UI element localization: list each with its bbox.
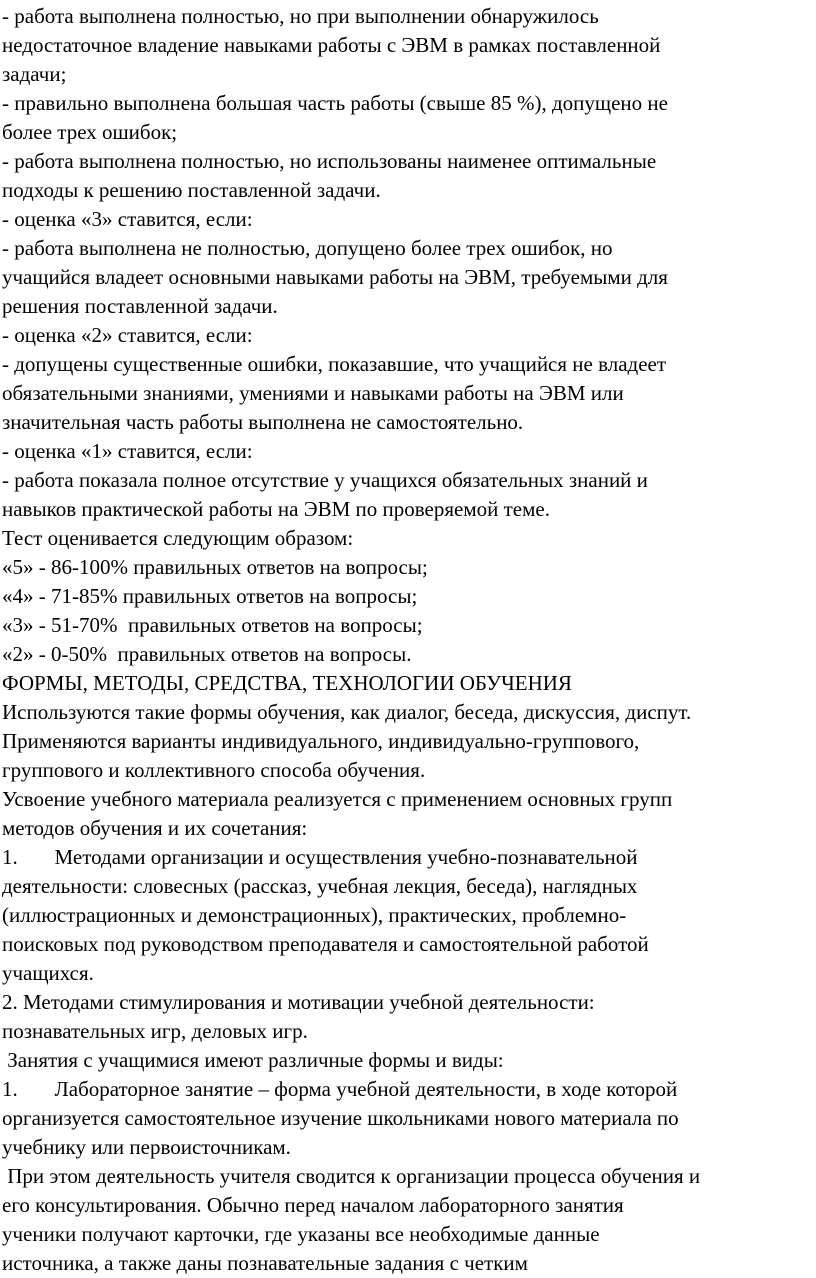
text-line: При этом деятельность учителя сводится к организации процесса обучения и [2, 1164, 701, 1188]
text-line: - оценка «3» ставится, если: [2, 207, 253, 231]
list-item-line: 2. Методами стимулирования и мотивации учебной деятельности: [2, 990, 595, 1014]
text-line: его консультирования. Обычно перед началом лабораторного занятия [2, 1193, 624, 1217]
text-line: методов обучения и их сочетания: [2, 816, 308, 840]
text-line: - оценка «2» ставится, если: [2, 323, 253, 347]
text-line: задачи; [2, 62, 67, 86]
list-item-line: 1. Лабораторное занятие – форма учебной деятельности, в ходе которой [2, 1077, 678, 1101]
text-line: Тест оценивается следующим образом: [2, 526, 354, 550]
text-line: - работа выполнена полностью, но при выполнении обнаружилось [2, 4, 599, 28]
text-line: организуется самостоятельное изучение школьниками нового материала по [2, 1106, 679, 1130]
text-line: - допущены существенные ошибки, показавшие, что учащийся не владеет [2, 352, 667, 376]
text-line: ученики получают карточки, где указаны все необходимые данные [2, 1222, 600, 1246]
grade-line: «3» - 51-70% правильных ответов на вопросы; [2, 613, 423, 637]
text-line: источника, а также даны познавательные задания с четким [2, 1251, 528, 1275]
text-line: - оценка «1» ставится, если: [2, 439, 253, 463]
text-line: поисковых под руководством преподавателя и самостоятельной работой [2, 932, 649, 956]
text-line: деятельности: словесных (рассказ, учебная лекция, беседа), наглядных [2, 874, 638, 898]
text-line: Используются такие формы обучения, как диалог, беседа, дискуссия, диспут. [2, 700, 692, 724]
text-line: учащихся. [2, 961, 94, 985]
text-line: Усвоение учебного материала реализуется с применением основных групп [2, 787, 673, 811]
text-line: более трех ошибок; [2, 120, 178, 144]
text-line: - правильно выполнена большая часть работы (свыше 85 %), допущено не [2, 91, 668, 115]
text-line: (иллюстрационных и демонстрационных), практических, проблемно- [2, 903, 627, 927]
text-line: подходы к решению поставленной задачи. [2, 178, 381, 202]
grade-line: «4» - 71-85% правильных ответов на вопросы; [2, 584, 418, 608]
section-heading: ФОРМЫ, МЕТОДЫ, СРЕДСТВА, ТЕХНОЛОГИИ ОБУЧЕНИЯ [2, 671, 572, 695]
text-line: группового и коллективного способа обучения. [2, 758, 426, 782]
text-line: решения поставленной задачи. [2, 294, 278, 318]
text-line: - работа выполнена не полностью, допущено более трех ошибок, но [2, 236, 613, 260]
text-line: значительная часть работы выполнена не самостоятельно. [2, 410, 524, 434]
text-line: познавательных игр, деловых игр. [2, 1019, 308, 1043]
grade-line: «2» - 0-50% правильных ответов на вопросы. [2, 642, 412, 666]
text-line: Применяются варианты индивидуального, индивидуально-группового, [2, 729, 640, 753]
list-item-line: 1. Методами организации и осуществления учебно-познавательной [2, 845, 638, 869]
text-line: навыков практической работы на ЭВМ по проверяемой теме. [2, 497, 550, 521]
text-line: обязательными знаниями, умениями и навыками работы на ЭВМ или [2, 381, 624, 405]
text-line: учащийся владеет основными навыками работы на ЭВМ, требуемыми для [2, 265, 668, 289]
text-line: Занятия с учащимися имеют различные формы и виды: [2, 1048, 504, 1072]
text-line: - работа выполнена полностью, но использованы наименее оптимальные [2, 149, 657, 173]
text-line: недостаточное владение навыками работы с ЭВМ в рамках поставленной [2, 33, 661, 57]
text-line: - работа показала полное отсутствие у учащихся обязательных знаний и [2, 468, 648, 492]
grade-line: «5» - 86-100% правильных ответов на вопросы; [2, 555, 428, 579]
text-line: учебнику или первоисточникам. [2, 1135, 291, 1159]
